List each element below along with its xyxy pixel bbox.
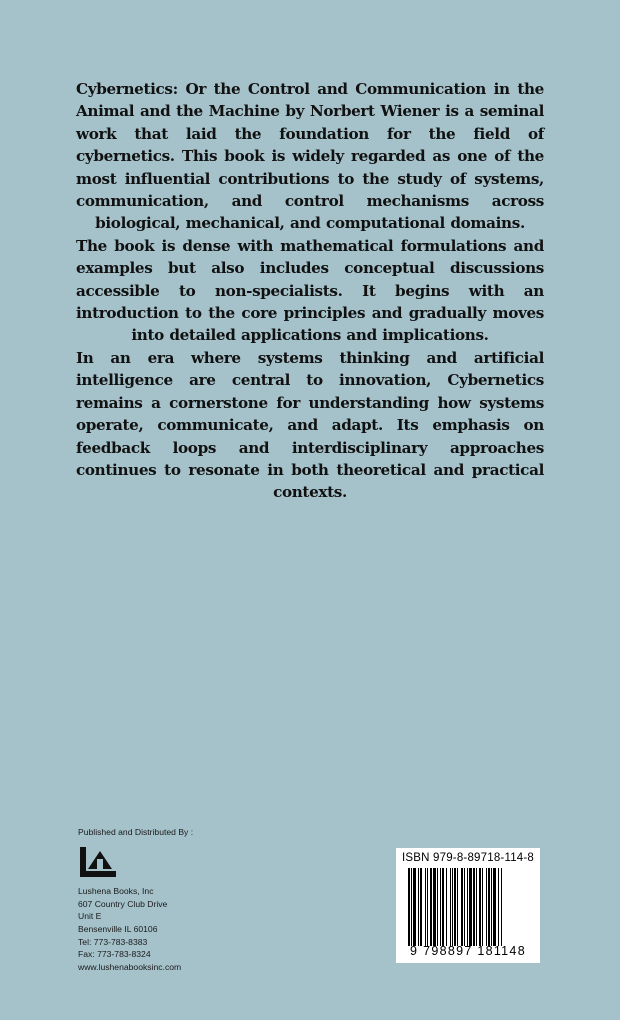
barcode-bar-15 <box>454 868 456 946</box>
barcode-bar-8 <box>433 868 436 946</box>
publisher-address-2: Unit E <box>78 911 102 922</box>
barcode-bar-25 <box>486 868 487 946</box>
barcode-bar-3 <box>418 868 419 946</box>
barcode-bar-18 <box>464 868 465 946</box>
barcode-bar-22 <box>476 868 477 946</box>
publisher-address-1: 607 Country Club Drive <box>78 898 168 909</box>
isbn-barcode <box>396 848 540 963</box>
publisher-city: Bensenville IL 60106 <box>78 923 158 934</box>
back-cover-blurb <box>76 78 544 504</box>
barcode-bar-28 <box>493 868 496 946</box>
barcode-bar-13 <box>450 868 451 946</box>
blurb-paragraph-2: The book is dense with mathematical formulations and examples but also includes conceptual discussions accessible to non-specialists. It begins with an introduction to the core principles and gradually moves into detailed applications and implications. <box>76 236 544 345</box>
barcode-bar-6 <box>427 868 428 946</box>
barcode-bar-0 <box>408 868 410 946</box>
publisher-heading: Published and Distributed By : <box>78 827 194 837</box>
barcode-bar-12 <box>446 868 447 946</box>
barcode-bar-20 <box>469 868 472 946</box>
publisher-fax: Fax: 773-783-8324 <box>78 949 151 960</box>
publisher-tel: Tel: 773-783-8383 <box>78 936 148 947</box>
barcode-bar-27 <box>491 868 492 946</box>
barcode-bar-17 <box>461 868 463 946</box>
barcode-digits: 9 798897 181148 <box>410 944 526 958</box>
barcode-bar-14 <box>452 868 453 946</box>
barcode-bars <box>408 868 536 946</box>
barcode-bar-16 <box>457 868 458 946</box>
barcode-bar-7 <box>430 868 432 946</box>
publisher-name: Lushena Books, Inc <box>78 886 154 897</box>
barcode-bar-29 <box>498 868 499 946</box>
lushena-logo-icon <box>78 845 118 879</box>
barcode-bar-26 <box>488 868 490 946</box>
barcode-bar-21 <box>473 868 475 946</box>
publisher-info <box>78 826 298 973</box>
barcode-bar-10 <box>440 868 441 946</box>
barcode-bar-9 <box>437 868 438 946</box>
barcode-bar-4 <box>420 868 422 946</box>
barcode-bar-5 <box>425 868 426 946</box>
barcode-bar-30 <box>501 868 502 946</box>
publisher-website: www.lushenabooksinc.com <box>78 961 182 972</box>
barcode-bar-19 <box>467 868 468 946</box>
barcode-bar-1 <box>411 868 412 946</box>
blurb-paragraph-1: Cybernetics: Or the Control and Communication in the Animal and the Machine by Norbert Wiener is a seminal work that laid the foundation for the field of cybernetics. This book is widely regarded as one of the most influential contributions to the study of systems, communication, and control mechanisms across biological, mechanical, and computational domains. <box>76 80 544 233</box>
barcode-bar-24 <box>482 868 483 946</box>
isbn-label: ISBN 979-8-89718-114-8 <box>401 852 535 864</box>
barcode-bar-11 <box>442 868 444 946</box>
blurb-paragraph-3: In an era where systems thinking and artificial intelligence are central to innovation, Cybernetics remains a cornerstone for understanding how systems operate, communicate, and adapt. Its emphasis on feedback loops and interdisciplinary approaches continues to resonate in both theoretical and practical contexts. <box>76 348 544 502</box>
barcode-bar-23 <box>479 868 481 946</box>
barcode-bar-2 <box>413 868 416 946</box>
